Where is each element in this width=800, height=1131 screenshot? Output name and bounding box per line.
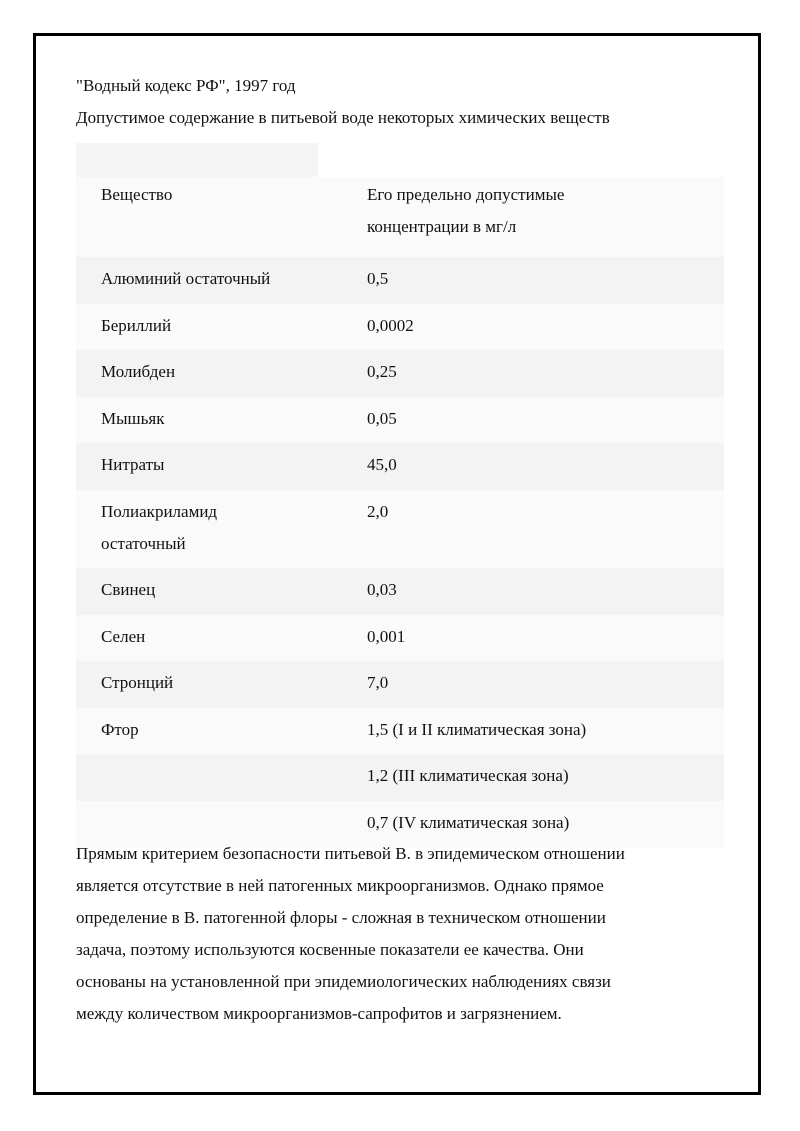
- paragraph-line: задача, поэтому используются косвенные показатели ее качества. Они: [76, 940, 584, 959]
- table-row: [76, 708, 724, 755]
- value-cell: 2,0: [367, 501, 389, 521]
- table-row: [76, 304, 724, 351]
- substance-cell: Молибден: [101, 362, 176, 382]
- table-row: [76, 490, 724, 568]
- table-row: [76, 661, 724, 708]
- paragraph-line: является отсутствие в ней патогенных микроорганизмов. Однако прямое: [76, 876, 604, 895]
- table-row: [76, 397, 724, 444]
- substances-table: [76, 177, 724, 848]
- substance-cell: [76, 754, 343, 801]
- table-header-row: [76, 177, 724, 257]
- column-header-concentration: [343, 177, 724, 257]
- table-row: [76, 443, 724, 490]
- value-cell: 0,0002: [367, 315, 414, 335]
- column-header-concentration-line2: концентрации в мг/л: [367, 217, 517, 236]
- paragraph-line: Прямым критерием безопасности питьевой В. в эпидемическом отношении: [76, 844, 625, 863]
- table-row: [76, 754, 724, 801]
- table-row: [76, 568, 724, 615]
- table-row: [76, 257, 724, 304]
- table-row: [76, 615, 724, 662]
- substance-cell: [76, 490, 343, 568]
- value-cell: 1,2 (III климатическая зона): [367, 766, 569, 786]
- value-cell: 0,001: [367, 626, 406, 646]
- substance-line2: остаточный: [101, 533, 186, 553]
- substance-cell: Свинец: [101, 579, 156, 599]
- substance-cell: Нитраты: [101, 455, 165, 475]
- value-cell: 0,03: [367, 579, 397, 599]
- table-caption: Допустимое содержание в питьевой воде некоторых химических веществ: [76, 108, 610, 127]
- paragraph-line: основаны на установленной при эпидемиологических наблюдениях связи: [76, 972, 611, 991]
- source-title: "Водный кодекс РФ", 1997 год: [76, 76, 296, 95]
- paragraph-line: между количеством микроорганизмов-сапрофитов и загрязнением.: [76, 1004, 562, 1023]
- paragraph-line: определение в В. патогенной флоры - сложная в техническом отношении: [76, 908, 606, 927]
- substance-cell: Алюминий остаточный: [101, 269, 271, 288]
- document-header: [76, 70, 726, 134]
- value-cell: 0,25: [367, 362, 397, 382]
- substance-cell: Бериллий: [101, 315, 172, 335]
- column-header-substance: Вещество: [101, 185, 173, 204]
- substance-cell: Селен: [101, 626, 146, 646]
- substance-cell: Фтор: [101, 719, 139, 739]
- table-row: [76, 350, 724, 397]
- value-cell: 45,0: [367, 455, 397, 475]
- substance-cell: Стронций: [101, 673, 174, 693]
- value-cell: 0,7 (IV климатическая зона): [367, 812, 570, 832]
- substance-line1: Полиакриламид: [101, 501, 218, 521]
- value-cell: 1,5 (I и II климатическая зона): [367, 719, 587, 739]
- value-cell: 0,5: [367, 269, 389, 288]
- value-cell: 7,0: [367, 673, 389, 693]
- column-header-concentration-line1: Его предельно допустимые: [367, 185, 565, 204]
- table-header-shade: [76, 143, 318, 177]
- value-cell: 0,05: [367, 408, 397, 428]
- substance-cell: Мышьяк: [101, 408, 165, 428]
- body-paragraph: [76, 838, 716, 1030]
